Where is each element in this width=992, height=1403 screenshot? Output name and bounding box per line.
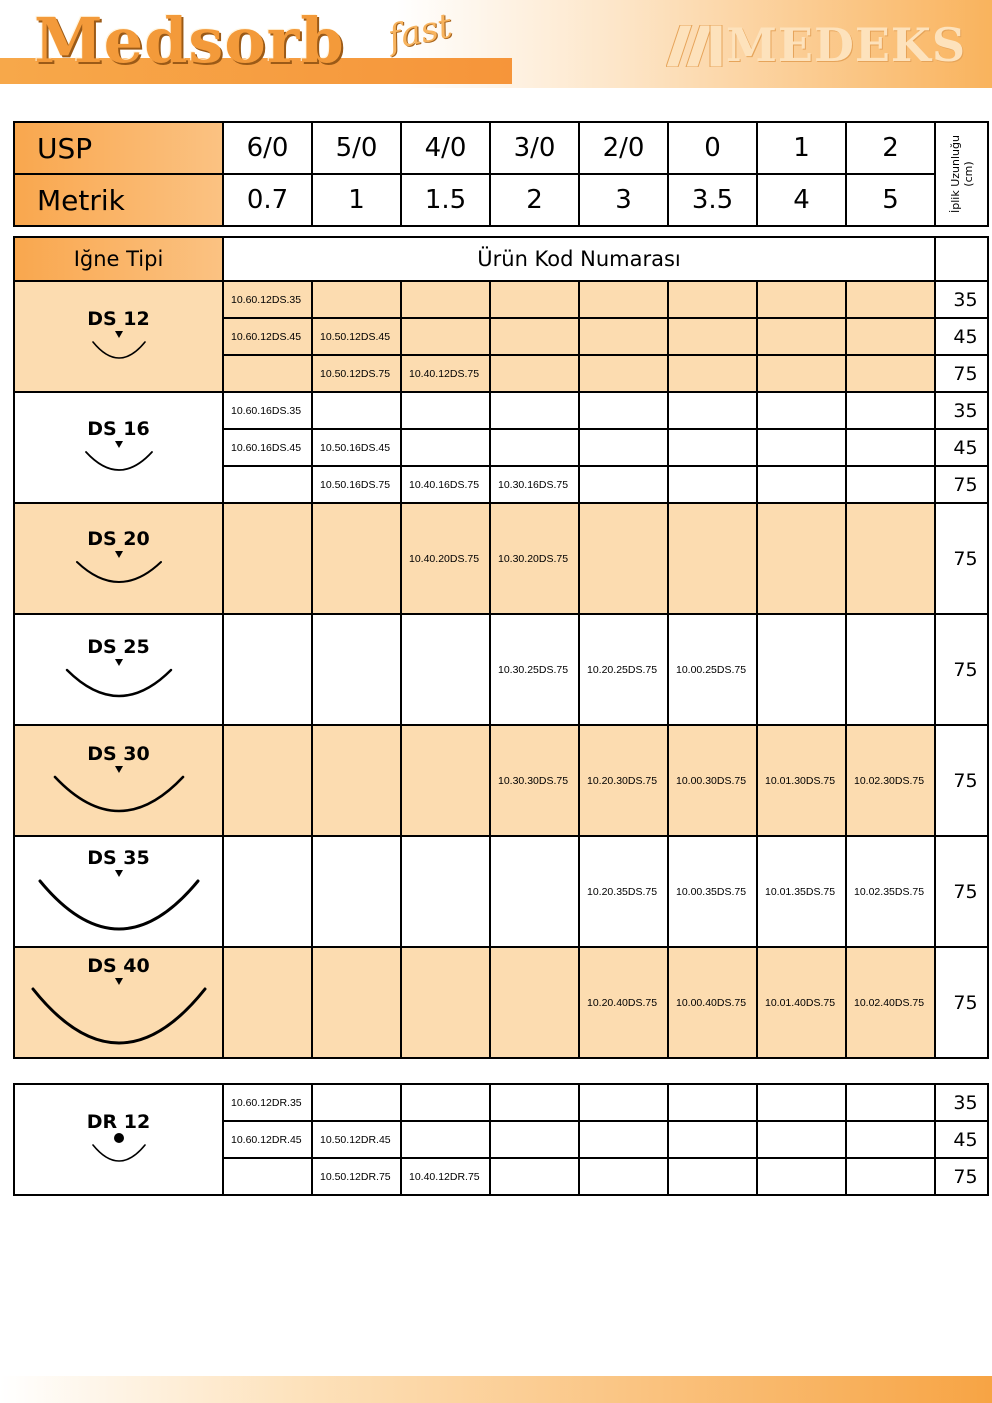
needle-curve [40, 881, 198, 929]
product-row [14, 392, 988, 429]
product-code-cell: 10.50.16DS.75 [312, 466, 401, 503]
product-code-cell [401, 318, 490, 355]
product-code-cell [757, 1121, 846, 1158]
brand-logo: Medsorb [34, 4, 345, 77]
needle-type-cell [14, 614, 223, 725]
product-code-cell [846, 429, 935, 466]
product-code-cell: 10.00.30DS.75 [668, 725, 757, 836]
usp-value: 6/0 [223, 122, 312, 174]
product-row [14, 725, 988, 836]
product-code-cell [846, 503, 935, 614]
needle-curve [93, 1145, 145, 1161]
product-code-cell: 10.20.30DS.75 [579, 725, 668, 836]
product-code-cell [312, 725, 401, 836]
product-code-cell [579, 318, 668, 355]
product-code-cell [401, 1084, 490, 1121]
product-code-cell: 10.00.35DS.75 [668, 836, 757, 947]
metric-value: 1.5 [401, 174, 490, 226]
product-row [14, 614, 988, 725]
product-row [14, 1084, 988, 1121]
usp-value: 2 [846, 122, 935, 174]
product-code-cell [401, 1121, 490, 1158]
product-code-cell: 10.60.12DR.35 [223, 1084, 312, 1121]
thread-length-cell: 75 [935, 355, 988, 392]
product-code-cell [223, 466, 312, 503]
product-code-cell [490, 392, 579, 429]
thread-length-cell: 45 [935, 318, 988, 355]
thread-length-cell: 75 [935, 503, 988, 614]
needle-curve [55, 777, 183, 811]
product-row [14, 503, 988, 614]
product-code-cell [668, 281, 757, 318]
product-code-cell: 10.60.12DR.45 [223, 1121, 312, 1158]
product-code-cell: 10.40.12DS.75 [401, 355, 490, 392]
product-code-cell [757, 503, 846, 614]
product-code-cell [668, 1158, 757, 1195]
product-row [14, 836, 988, 947]
product-code-cell [846, 466, 935, 503]
product-code-cell: 10.30.30DS.75 [490, 725, 579, 836]
product-code-cell [757, 281, 846, 318]
product-code-cell [846, 355, 935, 392]
product-row [14, 281, 988, 318]
metric-value: 3 [579, 174, 668, 226]
product-code-cell: 10.30.25DS.75 [490, 614, 579, 725]
needle-type-cell [14, 281, 223, 392]
product-code-cell: 10.50.12DR.45 [312, 1121, 401, 1158]
product-code-cell [757, 614, 846, 725]
product-code-cell [846, 392, 935, 429]
metric-label: Metrik [14, 174, 223, 226]
product-code-cell [846, 1158, 935, 1195]
product-code-cell [312, 503, 401, 614]
product-code-cell [846, 614, 935, 725]
product-code-cell [490, 318, 579, 355]
product-code-cell: 10.60.12DS.35 [223, 281, 312, 318]
cutting-tip-marker [115, 659, 123, 666]
product-code-cell [223, 1158, 312, 1195]
brand-subtitle: fast [384, 5, 456, 59]
product-code-cell: 10.01.35DS.75 [757, 836, 846, 947]
needle-icon [82, 440, 156, 478]
product-code-cell: 10.00.40DS.75 [668, 947, 757, 1058]
product-code-cell [401, 281, 490, 318]
product-code-cell [490, 836, 579, 947]
product-code-cell [579, 1121, 668, 1158]
product-code-cell: 10.00.25DS.75 [668, 614, 757, 725]
company-logo [666, 20, 966, 70]
product-code-cell: 10.50.12DS.75 [312, 355, 401, 392]
product-code-cell [401, 836, 490, 947]
cutting-tip-marker [115, 441, 123, 448]
needle-icon [89, 1133, 149, 1169]
product-code-cell: 10.50.12DR.75 [312, 1158, 401, 1195]
product-code-cell [490, 1121, 579, 1158]
thread-length-label: İplik Uzunluğu [948, 135, 962, 213]
product-code-cell: 10.50.12DS.45 [312, 318, 401, 355]
cutting-tip-marker [115, 331, 123, 338]
product-code-cell [668, 429, 757, 466]
product-code-cell [490, 429, 579, 466]
product-code-cell [668, 1121, 757, 1158]
product-code-cell [757, 355, 846, 392]
product-code-cell [668, 355, 757, 392]
company-name: MEDEKS [726, 18, 967, 72]
product-code-cell: 10.60.12DS.45 [223, 318, 312, 355]
product-code-cell [312, 947, 401, 1058]
needle-type-cell [14, 392, 223, 503]
product-code-cell [579, 1158, 668, 1195]
thread-length-cell: 45 [935, 429, 988, 466]
company-mark-icon [666, 25, 724, 67]
product-code-cell [668, 1084, 757, 1121]
footer-bar [0, 1376, 992, 1403]
product-code-cell [312, 1084, 401, 1121]
usp-value: 0 [668, 122, 757, 174]
product-table-header [14, 237, 988, 281]
needle-type-label: DR 12 [86, 1110, 151, 1133]
metric-value: 2 [490, 174, 579, 226]
needle-type-label: DS 16 [87, 417, 150, 440]
thread-length-header [935, 122, 988, 226]
product-code-cell [490, 1158, 579, 1195]
needle-icon [89, 330, 149, 366]
thread-length-cell: 75 [935, 836, 988, 947]
product-code-cell: 10.50.16DS.45 [312, 429, 401, 466]
product-code-cell: 10.30.20DS.75 [490, 503, 579, 614]
needle-curve [33, 989, 205, 1043]
product-code-cell [401, 947, 490, 1058]
product-code-cell: 10.01.30DS.75 [757, 725, 846, 836]
metric-value: 1 [312, 174, 401, 226]
usp-label: USP [14, 122, 223, 174]
usp-value: 4/0 [401, 122, 490, 174]
product-code-cell [312, 281, 401, 318]
product-code-cell [668, 318, 757, 355]
needle-type-cell [14, 725, 223, 836]
product-code-cell: 10.01.40DS.75 [757, 947, 846, 1058]
thread-length-cell: 35 [935, 281, 988, 318]
product-code-cell [223, 725, 312, 836]
product-code-cell [757, 429, 846, 466]
needle-curve [77, 562, 161, 582]
cutting-tip-marker [115, 551, 123, 558]
thread-length-cell: 75 [935, 466, 988, 503]
product-code-cell [668, 466, 757, 503]
product-code-cell [312, 614, 401, 725]
product-code-cell [223, 947, 312, 1058]
cutting-tip-marker [115, 978, 123, 985]
needle-type-cell [14, 947, 223, 1058]
product-code-cell [490, 355, 579, 392]
product-code-cell: 10.40.20DS.75 [401, 503, 490, 614]
usp-value: 1 [757, 122, 846, 174]
product-code-cell: 10.20.40DS.75 [579, 947, 668, 1058]
needle-type-label: DS 30 [87, 742, 150, 765]
needle-type-cell [14, 1084, 223, 1195]
usp-value: 2/0 [579, 122, 668, 174]
metric-value: 4 [757, 174, 846, 226]
product-code-cell: 10.02.35DS.75 [846, 836, 935, 947]
thread-length-cell: 35 [935, 1084, 988, 1121]
needle-curve [93, 342, 145, 358]
product-code-cell [757, 392, 846, 429]
product-code-cell [490, 281, 579, 318]
product-code-cell: 10.20.35DS.75 [579, 836, 668, 947]
metric-row [14, 174, 988, 226]
product-code-cell [846, 318, 935, 355]
product-code-cell [401, 392, 490, 429]
product-code-cell: 10.60.16DS.35 [223, 392, 312, 429]
product-code-cell [846, 281, 935, 318]
product-code-cell [757, 1084, 846, 1121]
needle-curve [67, 670, 171, 696]
needle-icon [63, 658, 175, 704]
product-code-table [13, 236, 989, 1059]
product-code-cell [401, 725, 490, 836]
product-code-cell [223, 614, 312, 725]
product-code-header: Ürün Kod Numarası [223, 237, 935, 281]
product-code-cell [579, 1084, 668, 1121]
product-code-cell [846, 1121, 935, 1158]
product-code-cell [757, 318, 846, 355]
product-code-cell [401, 614, 490, 725]
needle-icon [29, 977, 209, 1051]
product-code-cell [223, 355, 312, 392]
usp-value: 5/0 [312, 122, 401, 174]
needle-icon [73, 550, 165, 590]
thread-length-unit: (cm) [961, 161, 975, 187]
product-code-cell [223, 503, 312, 614]
needle-type-label: DS 20 [87, 527, 150, 550]
product-code-cell: 10.60.16DS.45 [223, 429, 312, 466]
product-code-cell [490, 1084, 579, 1121]
product-code-cell [757, 466, 846, 503]
needle-type-label: DS 25 [87, 635, 150, 658]
product-code-cell [579, 429, 668, 466]
product-code-cell: 10.02.40DS.75 [846, 947, 935, 1058]
product-code-cell [312, 392, 401, 429]
needle-curve [86, 452, 152, 470]
needle-type-cell [14, 503, 223, 614]
thread-length-cell: 75 [935, 947, 988, 1058]
product-code-cell [401, 429, 490, 466]
needle-type-cell [14, 836, 223, 947]
usp-value: 3/0 [490, 122, 579, 174]
product-code-cell [668, 503, 757, 614]
product-row [14, 947, 988, 1058]
metric-value: 0.7 [223, 174, 312, 226]
cutting-tip-marker [115, 766, 123, 773]
thread-length-cell: 35 [935, 392, 988, 429]
product-code-cell [846, 1084, 935, 1121]
product-code-cell [223, 836, 312, 947]
product-code-cell [668, 392, 757, 429]
needle-icon [51, 765, 187, 819]
product-code-cell [312, 836, 401, 947]
product-code-cell: 10.40.16DS.75 [401, 466, 490, 503]
usp-table [13, 121, 989, 227]
product-code-cell: 10.30.16DS.75 [490, 466, 579, 503]
thread-length-cell: 75 [935, 725, 988, 836]
round-body-marker [114, 1133, 124, 1143]
needle-type-label: DS 35 [87, 846, 150, 869]
usp-row [14, 122, 988, 174]
product-code-cell [579, 466, 668, 503]
length-header-spacer [935, 237, 988, 281]
product-code-cell [579, 281, 668, 318]
needle-type-label: DS 40 [87, 954, 150, 977]
metric-value: 5 [846, 174, 935, 226]
dr-product-table [13, 1083, 989, 1196]
needle-type-label: DS 12 [87, 307, 150, 330]
thread-length-cell: 45 [935, 1121, 988, 1158]
needle-type-header: Iğne Tipi [14, 237, 223, 281]
cutting-tip-marker [115, 870, 123, 877]
product-code-cell [579, 355, 668, 392]
product-code-cell: 10.20.25DS.75 [579, 614, 668, 725]
thread-length-cell: 75 [935, 1158, 988, 1195]
metric-value: 3.5 [668, 174, 757, 226]
product-code-cell [490, 947, 579, 1058]
product-code-cell [579, 503, 668, 614]
product-code-cell: 10.02.30DS.75 [846, 725, 935, 836]
product-code-cell [579, 392, 668, 429]
product-code-cell [757, 1158, 846, 1195]
thread-length-cell: 75 [935, 614, 988, 725]
needle-icon [36, 869, 202, 937]
product-code-cell: 10.40.12DR.75 [401, 1158, 490, 1195]
